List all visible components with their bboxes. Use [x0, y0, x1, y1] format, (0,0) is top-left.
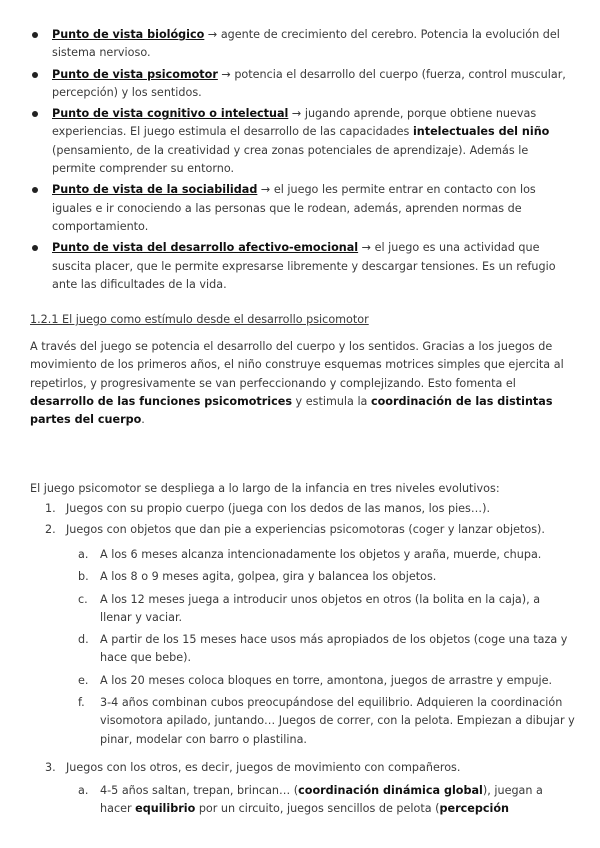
sublist-item [30, 568, 575, 586]
list-item-text: Juegos con objetos que dan pie a experiencias psicomotoras (coger y lanzar objetos). [66, 523, 545, 537]
paragraph-text: . [141, 413, 145, 427]
sublist-bold-text: coordinación dinámica global [298, 784, 483, 797]
bullet-icon [32, 32, 38, 38]
sublist-letter: c. [78, 592, 88, 606]
sublist-letter: e. [78, 673, 89, 687]
bullet-term: Punto de vista psicomotor [52, 67, 218, 81]
list-item [30, 66, 575, 103]
paragraph-text: y estimula la [292, 394, 371, 408]
social-play-sublist [30, 782, 575, 823]
bullet-icon [32, 111, 38, 117]
list-item [30, 521, 575, 539]
bullet-text: (pensamiento, de la creatividad y crea zonas potenciales de aprendizaje). Además le permite comprender su entorno. [52, 143, 529, 176]
bullet-icon [32, 245, 38, 251]
bullet-term: Punto de vista biológico [52, 28, 205, 41]
sublist-letter: a. [78, 548, 89, 561]
sublist-item [30, 591, 575, 628]
sublist-item-text: ), juegan a hacer [100, 784, 543, 816]
sublist-item [30, 694, 575, 749]
sublist-letter: f. [78, 696, 85, 710]
list-item-text: Juegos con su propio cuerpo (juega con los dedos de las manos, los pies…). [66, 502, 490, 515]
bullet-icon [32, 72, 38, 78]
sublist-bold-text: percepción [439, 802, 509, 816]
sublist-item-text: 3-4 años combinan cubos preocupándose del equilibrio. Adquieren la coordinación visomotora apilado, juntando… Juegos de correr, con la pelota. Empiezan a dibujar y pinar, modelar con barro o plastilina. [100, 696, 575, 746]
list-number: 2. [45, 523, 56, 537]
sublist-letter: b. [78, 570, 89, 584]
list-item [30, 500, 575, 518]
levels-list-continued [30, 759, 575, 780]
bullet-text: → potencia el desarrollo del cuerpo (fuerza, control muscular, percepción) y los sentidos. [52, 67, 566, 99]
list-item [30, 239, 575, 294]
list-item [30, 181, 575, 236]
bullet-icon [32, 187, 38, 193]
levels-intro-paragraph: El juego psicomotor se despliega a lo largo de la infancia en tres niveles evolutivos: [30, 482, 500, 495]
sublist-item [30, 782, 575, 819]
sublist-bold-text: equilibrio [135, 802, 196, 816]
sublist-item-text: por un circuito, juegos sencillos de pelota ( [195, 802, 440, 816]
sublist-item [30, 631, 575, 668]
sublist-item [30, 546, 575, 564]
object-play-sublist [30, 546, 575, 753]
sublist-item-text: 4-5 años saltan, trepan, brincan… ( [100, 784, 299, 797]
sublist-item-text: A los 6 meses alcanza intencionadamente los objetos y araña, muerde, chupa. [100, 548, 542, 561]
intro-paragraph [30, 338, 575, 429]
paragraph-bold-text: coordinación de las distintas partes del cuerpo [30, 394, 553, 427]
list-item [30, 26, 575, 63]
section-heading: 1.2.1 El juego como estímulo desde el desarrollo psicomotor [30, 313, 369, 326]
sublist-letter: d. [78, 633, 89, 647]
levels-list [30, 500, 575, 543]
bullet-term: Punto de vista del desarrollo afectivo-emocional [52, 241, 359, 255]
bullet-bold-text: intelectuales del niño [412, 125, 550, 139]
sublist-item [30, 672, 575, 690]
play-viewpoints-list [30, 26, 575, 297]
bullet-text: → el juego les permite entrar en contacto con los iguales e ir conociendo a las personas que le rodean, además, aprenden normas de comportamiento. [52, 183, 536, 233]
sublist-item-text: A los 20 meses coloca bloques en torre, amontona, juegos de arrastre y empuje. [100, 673, 553, 687]
list-item-text: Juegos con los otros, es decir, juegos de movimiento con compañeros. [66, 761, 461, 774]
list-item [30, 105, 575, 178]
sublist-item-text: A los 8 o 9 meses agita, golpea, gira y balancea los objetos. [100, 570, 437, 584]
list-number: 1. [45, 502, 56, 515]
bullet-text: → el juego es una actividad que suscita placer, que le permite expresarse libremente y descargar tensiones. Es un refugio ante las dificultades de la vida. [52, 241, 556, 291]
sublist-item-text: A los 12 meses juega a introducir unos objetos en otros (la bolita en la caja), a llenar y vaciar. [100, 592, 541, 624]
paragraph-text: A través del juego se potencia el desarrollo del cuerpo y los sentidos. Gracias a los juegos de movimiento de los primeros años, el niño construye esquemas motrices simples que ejercita al repetirlos, y progresivamente se van perfeccionando y complejizando. Esto fomenta el [30, 340, 564, 390]
list-number: 3. [45, 761, 56, 774]
bullet-text: → agente de crecimiento del cerebro. Potencia la evolución del sistema nervioso. [52, 28, 560, 60]
sublist-item-text: A partir de los 15 meses hace usos más apropiados de los objetos (coge una taza y hace que bebe). [100, 633, 568, 665]
list-item [30, 759, 575, 777]
bullet-text: → jugando aprende, porque obtiene nuevas experiencias. El juego estimula el desarrollo de las capacidades [52, 107, 537, 139]
bullet-term: Punto de vista cognitivo o intelectual [52, 107, 289, 121]
sublist-letter: a. [78, 784, 89, 797]
paragraph-bold-text: desarrollo de las funciones psicomotrices [30, 394, 292, 408]
bullet-term: Punto de vista de la sociabilidad [52, 183, 258, 197]
